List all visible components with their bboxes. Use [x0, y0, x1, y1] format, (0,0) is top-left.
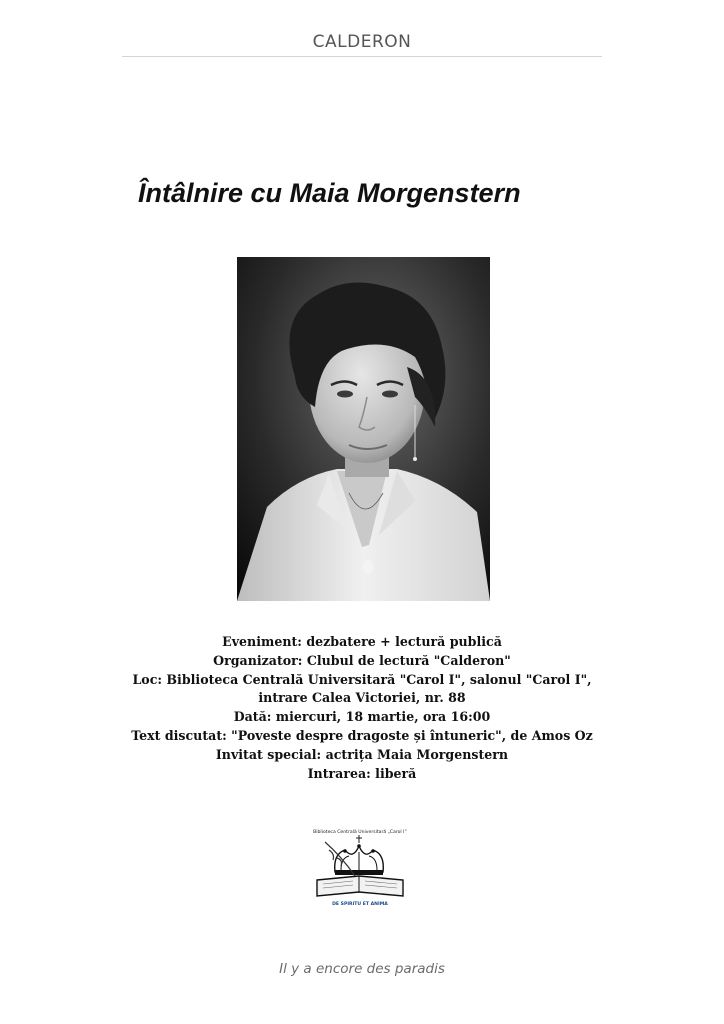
detail-admission: Intrarea: liberă [307, 765, 417, 781]
portrait-photo [237, 257, 490, 601]
detail-date: Dată: miercuri, 18 martie, ora 16:00 [233, 709, 491, 725]
footer-motto: Il y a encore des paradis [279, 961, 445, 977]
detail-text-discussed: Text discutat: "Poveste despre dragoste și întuneric", de Amos Oz [131, 727, 593, 743]
detail-organizer: Organizator: Clubul de lectură "Calderon" [213, 652, 511, 668]
library-logo [305, 824, 415, 908]
detail-entrance: intrare Calea Victoriei, nr. 88 [258, 690, 466, 706]
detail-special-guest: Invitat special: actrița Maia Morgenstern [215, 746, 509, 762]
header-brand: CALDERON [312, 32, 412, 52]
logo-top-text: Biblioteca Centrală Universitară „Carol I” [313, 830, 407, 835]
header-divider [122, 56, 602, 57]
logo-motto-text: DE SPIRITU ET ANIMA [332, 902, 388, 907]
event-details [0, 633, 724, 783]
detail-event-type: Eveniment: dezbatere + lectură publică [222, 634, 502, 649]
detail-location: Loc: Biblioteca Centrală Universitară "Carol I", salonul "Carol I", [132, 671, 592, 687]
event-title: Întâlnire cu Maia Morgenstern [138, 178, 521, 208]
